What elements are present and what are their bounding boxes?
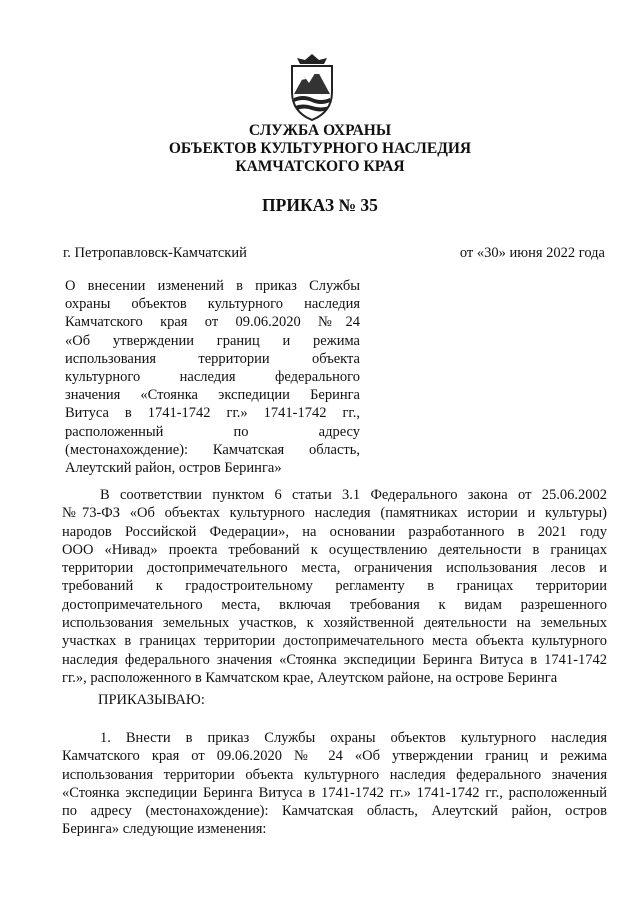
paragraph-line: наследия федерального значения «Стоянка экспедиции Беринга Витуса в 1741-1742 [62, 651, 607, 668]
paragraph-line: территории достопримечательного места, ограничения использования лесов и [62, 560, 607, 577]
subject-line: О внесении изменений в приказ Службы [65, 278, 360, 294]
subject-line: расположенный по адресу [65, 423, 360, 440]
document-date: от «30» июня 2022 года [459, 245, 605, 261]
org-line-1: СЛУЖБА ОХРАНЫ [248, 122, 392, 139]
paragraph-line: 1. Внести в приказ Службы охраны объектов культурного наследия [100, 730, 607, 746]
subject-line: значения «Стоянка экспедиции Беринга [65, 387, 360, 404]
order-word: ПРИКАЗЫВАЮ: [98, 692, 205, 708]
subject-line: культурного наследия федерального [65, 368, 360, 385]
preamble-paragraph [62, 486, 607, 687]
kamchatka-emblem-icon [277, 52, 347, 122]
paragraph-line: №73-ФЗ «Об объектах культурного наследия (памятниках истории и культуры) [62, 505, 607, 522]
paragraph-line: народов Российской Федерации», на основании разработанного в 2021 году [62, 523, 607, 540]
organization-name [0, 122, 640, 176]
paragraph-line: требований к градостроительному регламенту в границах территории [62, 578, 607, 595]
org-line-2: ОБЪЕКТОВ КУЛЬТУРНОГО НАСЛЕДИЯ [168, 140, 472, 157]
paragraph-line: участках в границах территории достопримечательного места объекта культурного [62, 633, 607, 650]
paragraph-line: использования территории объекта культурного наследия федерального значения [62, 766, 607, 783]
paragraph-line: Беринга» следующие изменения: [62, 821, 267, 838]
subject-line: (местонахождение): Камчатская область, [65, 441, 360, 458]
document-title: ПРИКАЗ № 35 [262, 195, 378, 215]
paragraph-line: достопримечательного места, включая требования к видам разрешенного [62, 596, 607, 613]
subject-line: «Об утверждении границ и режима [65, 332, 360, 349]
paragraph-line: гг.», расположенного в Камчатском крае, Алеутском районе, на острове Беринга [62, 669, 558, 686]
paragraph-line: В соответствии пунктом 6 статьи 3.1 Федерального закона от 25.06.2002 [100, 487, 607, 503]
paragraph-line: Камчатского края от 09.06.2020 № 24 «Об утверждении границ и режима [62, 748, 607, 765]
subject-line: Витуса в 1741-1742 гг.» 1741-1742 гг., [65, 405, 360, 422]
subject-line: охраны объектов культурного наследия [65, 296, 360, 313]
subject-block [65, 277, 360, 477]
org-line-3: КАМЧАТСКОГО КРАЯ [235, 158, 405, 175]
document-place: г. Петропавловск-Камчатский [63, 245, 247, 261]
paragraph-line: по адресу (местонахождение): Камчатская область, Алеутский район, остров [62, 803, 607, 820]
paragraph-line: использования земельных участков, к хозяйственной деятельности на земельных [62, 615, 607, 632]
paragraph-line: ООО «Нивад» проекта требований к осуществлению деятельности в границах [62, 541, 607, 558]
order-item-1 [62, 729, 607, 839]
paragraph-line: «Стоянка экспедиции Беринга Витуса в 1741-1742 гг.» 1741-1742 гг., расположенный [62, 784, 607, 801]
subject-line: использования территории объекта [65, 350, 360, 367]
subject-line: Камчатского края от 09.06.2020 №24 [65, 314, 360, 331]
subject-line: Алеутский район, остров Беринга» [65, 459, 282, 476]
